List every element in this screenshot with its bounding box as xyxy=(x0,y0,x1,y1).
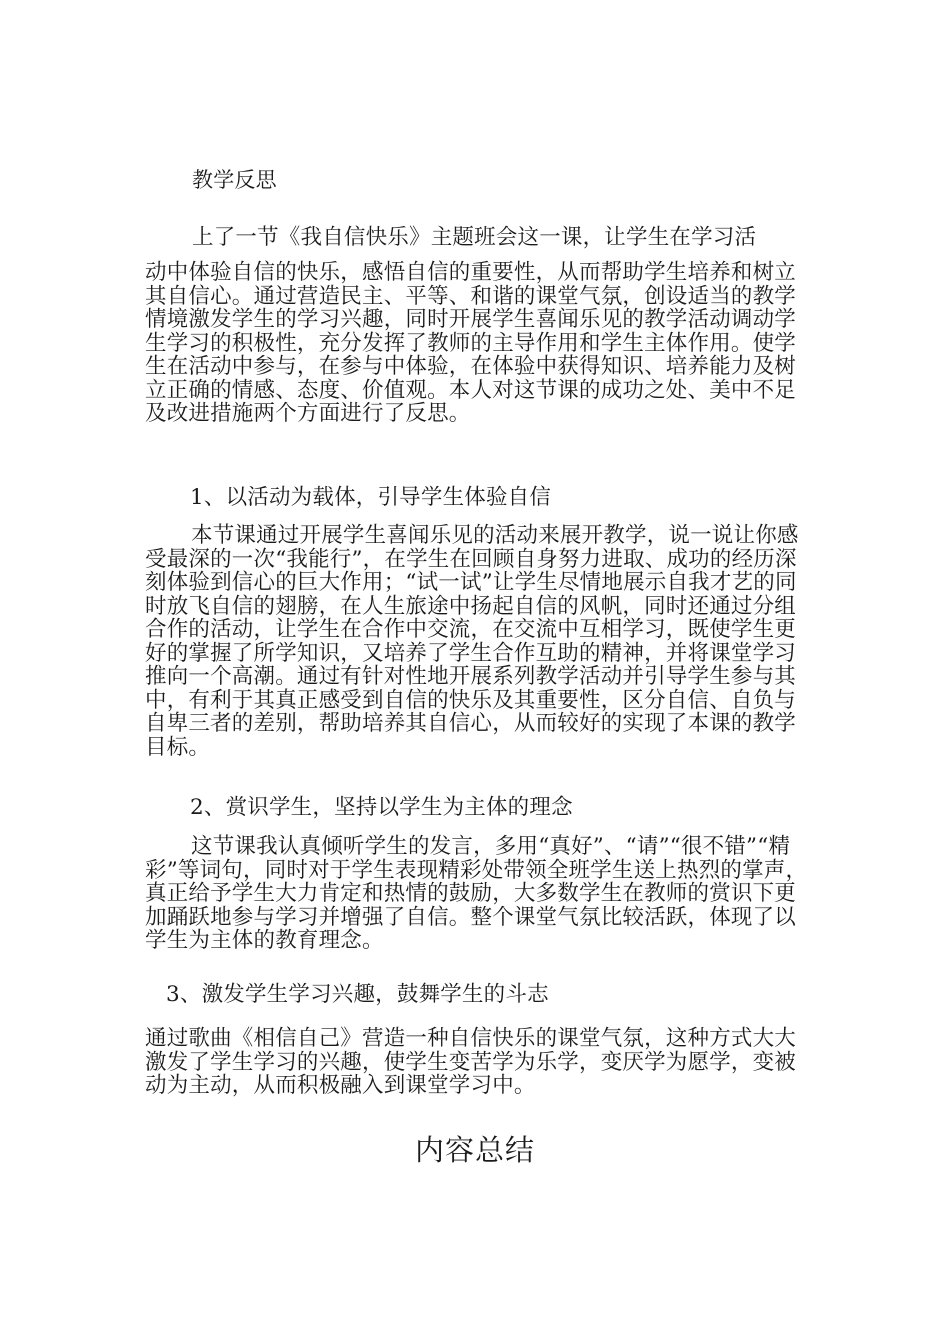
section-2-heading: 2、赏识学生，坚持以学生为主体的理念 xyxy=(190,795,573,820)
section-3-paragraph: 通过歌曲《相信自己》营造一种自信快乐的课堂气氛，这种方式大大激发了学生学习的兴趣，使学生变苦学为乐学，变厌学为愿学，变被动为主动，从而积极融入到课堂学习中。 xyxy=(145,1026,797,1098)
document-title: 教学反思 xyxy=(192,168,277,192)
section-3-heading: 3、激发学生学习兴趣，鼓舞学生的斗志 xyxy=(166,982,549,1007)
section-1-heading: 1、以活动为载体，引导学生体验自信 xyxy=(190,485,552,510)
section-2-paragraph: 这节课我认真倾听学生的发言，多用“真好”、“请”“很不错”“精彩”等词句，同时对于学生表现精彩处带领全班学生送上热烈的掌声，真正给予学生大力肯定和热情的鼓励，大多数学生在教师的赏识下更加踊跃地参与学习并增强了自信。整个课堂气氛比较活跃，体现了以学生为主体的教育理念。 xyxy=(145,834,808,953)
section-1-paragraph: 本节课通过开展学生喜闻乐见的活动来展开教学，说一说让你感受最深的一次“我能行”，在学生在回顾自身努力进取、成功的经历深刻体验到信心的巨大作用；“试一试”让学生尽情地展示自我才艺的同时放飞自信的翅膀，在人生旅途中扬起自信的风帆，同时还通过分组合作的活动，让学生在合作中交流，在交流中互相学习，既使学生更好的掌握了所学知识，又培养了学生合作互助的精神，并将课堂学习推向一个高潮。通过有针对性地开展系列教学活动并引导学生参与其中，有利于其真正感受到自信的快乐及其重要性，区分自信、自负与自卑三者的差别，帮助培养其自信心，从而较好的实现了本课的教学目标。 xyxy=(145,523,799,760)
summary-heading: 内容总结 xyxy=(414,1133,535,1167)
intro-paragraph: 动中体验自信的快乐，感悟自信的重要性，从而帮助学生培养和树立其自信心。通过营造民主、平等、和谐的课堂气氛，创设适当的教学情境激发学生的学习兴趣，同时开展学生喜闻乐见的教学活动调动学生学习的积极性，充分发挥了教师的主导作用和学生主体作用。使学生在活动中参与，在参与中体验，在体验中获得知识、培养能力及树立正确的情感、态度、价值观。本人对这节课的成功之处、美中不足及改进措施两个方面进行了反思。 xyxy=(145,260,797,426)
intro-paragraph-first-line: 上了一节《我自信快乐》主题班会这一课，让学生在学习活 xyxy=(192,225,757,250)
